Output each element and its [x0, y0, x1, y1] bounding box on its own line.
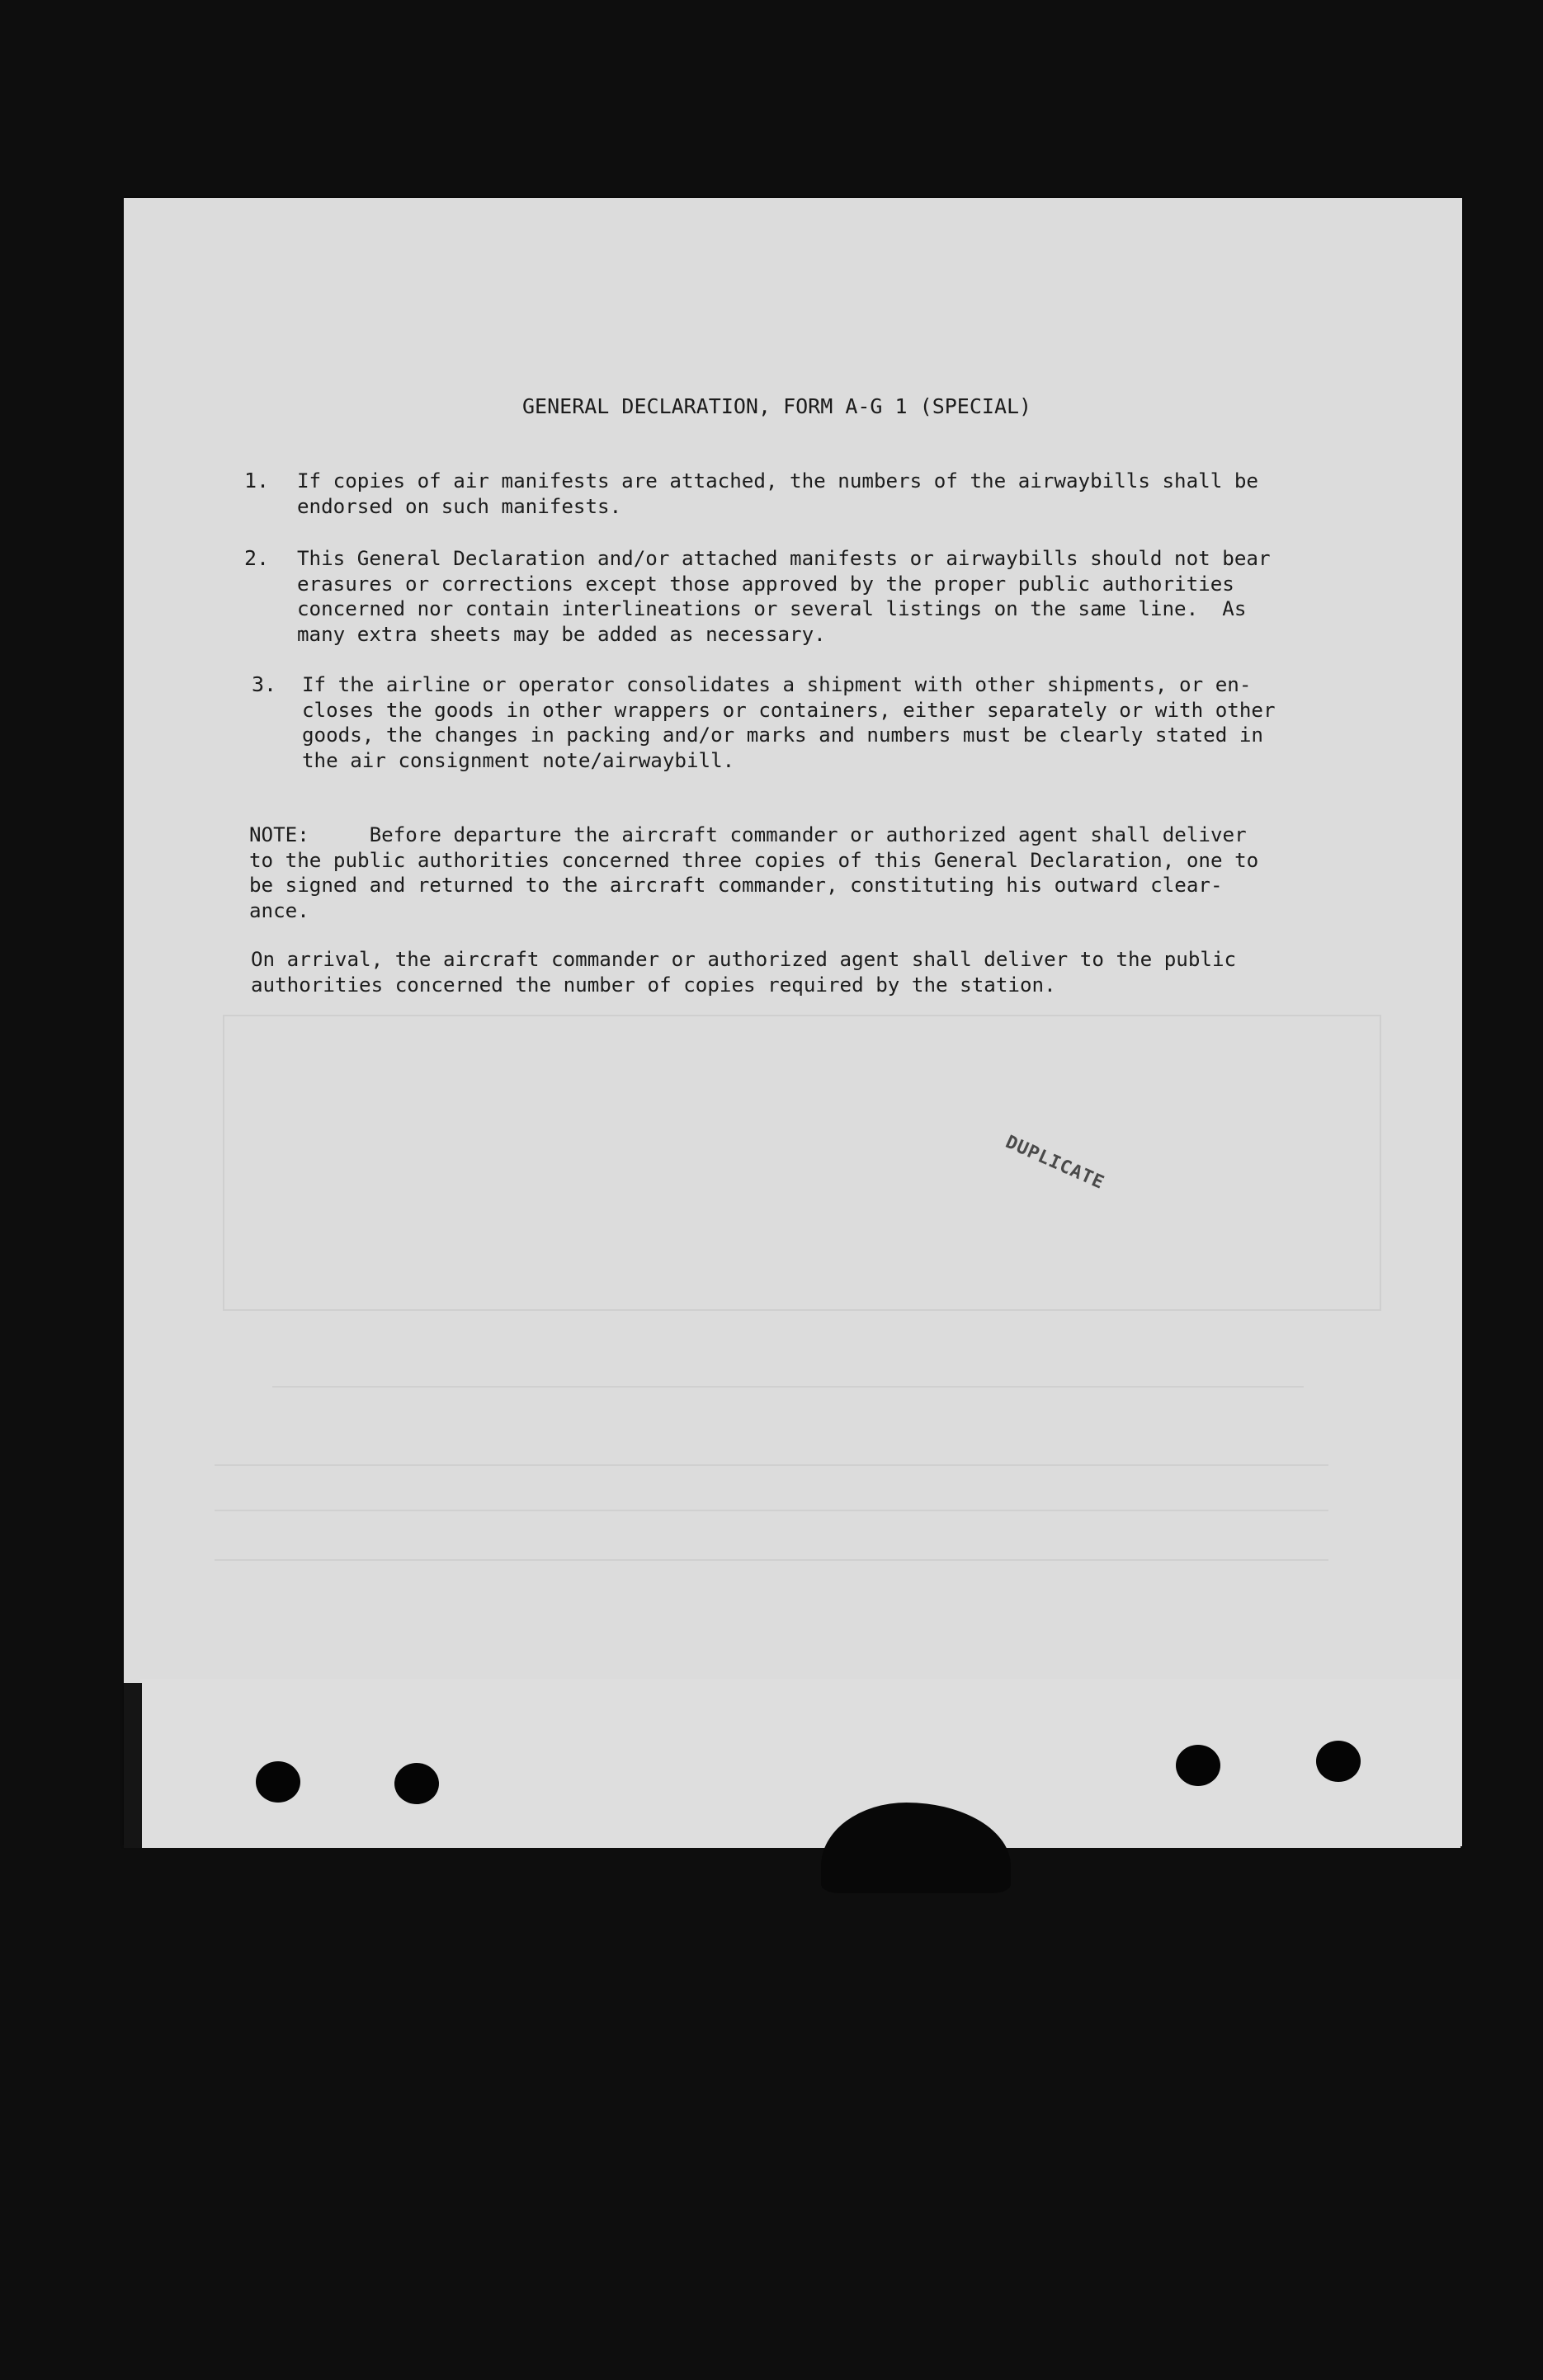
item-number: 2.: [244, 546, 270, 570]
item-text: This General Declaration and/or attached manifests or airwaybills should not bear erasures or corrections except those approved by the proper public authorities concerned nor contain interlineations or several listings on the same line. As many extra sheets may be added as necessary.: [297, 547, 1271, 646]
item-text: If the airline or operator consolidates a shipment with other shipments, or en- closes the goods in other wrappers or containers, either separately or with other goods, the changes in packing and/or marks and numbers must be clearly stated in the air consignment note/airwaybill.: [302, 673, 1276, 772]
note-paragraph: NOTE: Before departure the aircraft commander or authorized agent shall deliver to the public authorities concerned three copies of this General Declaration, one to be signed and returned to the aircraft commander, constituting his outward clear- ance.: [249, 823, 1259, 922]
page-bottom-strip: [140, 1679, 1460, 1848]
page-torn-edge: [124, 1683, 142, 1848]
show-through-line: [215, 1464, 1328, 1466]
item-number: 1.: [244, 469, 270, 492]
punch-hole: [1316, 1741, 1361, 1782]
arrival-paragraph: On arrival, the aircraft commander or authorized agent shall deliver to the public authorities concerned the number of copies required by the station.: [251, 948, 1237, 997]
punch-hole: [394, 1763, 439, 1804]
punch-hole: [1176, 1745, 1220, 1786]
show-through-line: [272, 1386, 1304, 1388]
item-number: 3.: [252, 672, 277, 696]
item-text: If copies of air manifests are attached, the numbers of the airwaybills shall be endorsed on such manifests.: [297, 469, 1258, 518]
show-through-form-box: [223, 1015, 1381, 1311]
punch-hole: [256, 1761, 300, 1803]
show-through-line: [215, 1559, 1328, 1561]
page-title: GENERAL DECLARATION, FORM A-G 1 (SPECIAL): [522, 394, 1032, 418]
show-through-line: [215, 1510, 1328, 1511]
duplicate-stamp: DUPLICATE: [1002, 1132, 1108, 1194]
